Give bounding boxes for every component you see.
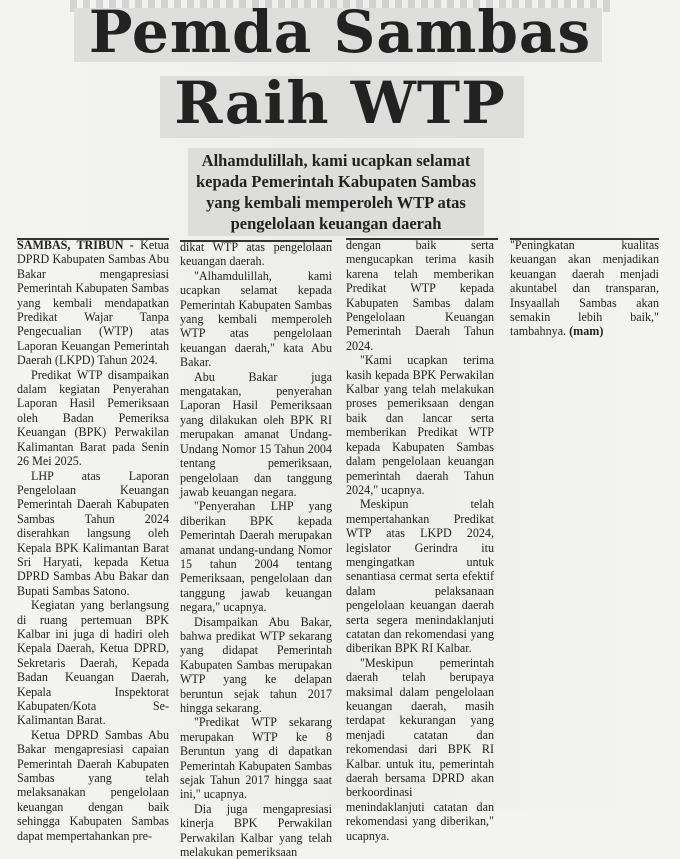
article-paragraph: Ketua DPRD Sambas Abu Bakar mengapresiasi capaian Pemerintah Daerah Kabupaten Sambas yang telah melaksanakan pengelolaan keuangan dengan baik sehingga Kabupaten Sambas dapat mempertahankan pre- — [17, 727, 169, 843]
article-paragraph: "Penyerahan LHP yang diberikan BPK kepada Pemerintah Daerah merupakan amanat undang-undang Nomor 15 tahun 2004 tentang Pemeriksaan, pengelolaan dan tanggung jawab keuangan negara," ucapnya. — [180, 499, 332, 615]
subheadline-quote: Alhamdulillah, kami ucapkan selamat kepada Pemerintah Kabupaten Sambas yang kembali memperoleh WTP atas pengelolaan keuangan daerah — [188, 148, 484, 236]
article-paragraph: Meskipun telah mempertahankan Predikat WTP atas LKPD 2024, legislator Gerindra itu mengingatkan untuk senantiasa cermat serta efektif dalam pelaksanaan pengelolaan keuangan daerah serta segera menindaklanjuti catatan dan rekomendasi yang diberikan BPK RI Kalbar. — [346, 497, 494, 656]
article-column-3 — [346, 238, 494, 843]
paragraph-text: "Peningkatan kualitas keuangan akan menjadikan keuangan daerah menjadi akuntabel dan transparan, Insyaallah Sambas akan semakin lebih baik," tambahnya. — [510, 238, 659, 339]
article-column-2 — [180, 240, 332, 859]
article-paragraph — [510, 238, 659, 339]
article-column-1 — [17, 238, 169, 843]
article-paragraph: Kegiatan yang berlangsung di ruang pertemuan BPK Kalbar ini juga di hadiri oleh Kepala Daerah, Ketua DPRD, Sekretaris Daerah, Kepada Badan Keuangan Daerah, Kepala Inspektorat Kabupaten/Kota Se-Kalimantan Barat. — [17, 598, 169, 728]
author-byline: (mam) — [569, 324, 604, 339]
article-paragraph: Abu Bakar juga mengatakan, penyerahan Laporan Hasil Pemeriksaan yang dilakukan oleh BPK RI merupakan amanat Undang-Undang Nomor 15 Tahun 2004 tentang pemeriksaan, pengelolaan dan tanggung jawab keuangan negara. — [180, 369, 332, 499]
article-paragraph: Disampaikan Abu Bakar, bahwa predikat WTP sekarang yang didapat Pemerintah Kabupaten Sambas merupakan WTP yang ke delapan beruntun sejak tahun 2017 hingga sekarang. — [180, 614, 332, 715]
headline-line-1: Pemda Sambas — [88, 0, 592, 66]
article-paragraph: Predikat WTP disampaikan dalam kegiatan Penyerahan Laporan Hasil Pemeriksaan oleh Badan Pemeriksa Keuangan (BPK) Perwakilan Kalimantan Barat pada Senin 26 Mei 2025. — [17, 367, 169, 469]
article-column-4 — [510, 238, 659, 809]
article-paragraph: Dia juga mengapresiasi kinerja BPK Perwakilan Perwakilan Kalbar yang telah melakukan pemeriksaan — [180, 801, 332, 859]
article-paragraph: LHP atas Laporan Pengelolaan Keuangan Pemerintah Daerah Kabupaten Sambas Tahun 2024 diserahkan langsung oleh Kepala BPK Kalimantan Barat Sri Haryati, kepada Ketua DPRD Sambas Abu Bakar dan Bupati Sambas Satono. — [17, 468, 169, 598]
article-paragraph: dikat WTP atas pengelolaan keuangan daerah. — [180, 240, 332, 269]
headline-line-2: Raih WTP — [174, 69, 506, 137]
article-paragraph: "Meskipun pemerintah daerah telah berupaya maksimal dalam pengelolaan keuangan daerah, masih terdapat kekurangan yang menjadi catatan dan rekomendasi dari BPK RI Kalbar. untuk itu, pemerintah daerah bersama DPRD akan berkoordinasi menindaklanjuti catatan dan rekomendasi yang diberikan," ucapnya. — [346, 655, 494, 843]
paragraph-text: Ketua DPRD Kabupaten Sambas Abu Bakar mengapresiasi Pemerintah Kabupaten Sambas yang kembali mendapatkan Predikat Wajar Tanpa Pengecualian (WTP) atas Laporan Keuangan Pemerintah Daerah (LKPD) Tahun 2024. — [17, 238, 169, 368]
article-paragraph: "Alhamdulillah, kami ucapkan selamat kepada Pemerintah Kabupaten Sambas yang kembali memperoleh WTP atas pengelolaan keuangan daerah," kata Abu Bakar. — [180, 268, 332, 370]
article-paragraph: "Predikat WTP sekarang merupakan WTP ke 8 Beruntun yang di dapatkan Pemerintah Kabupaten Sambas sejak Tahun 2017 hingga saat ini," ucapnya. — [180, 715, 332, 802]
article-paragraph — [17, 238, 169, 368]
article-paragraph: "Kami ucapkan terima kasih kepada BPK Perwakilan Kalbar yang telah melakukan proses pemeriksaan dengan baik dan lancar serta memberikan Predikat WTP kepada Kabupaten Sambas dalam pengelolaan keuangan pemerintah daerah Tahun 2024," ucapnya. — [346, 353, 494, 497]
article-paragraph: dengan baik serta mengucapkan terima kasih karena telah memberikan Predikat WTP kepada Kabupaten Sambas dalam Pengelolaan Keuangan Pemerintah Daerah Tahun 2024. — [346, 238, 494, 353]
dateline: SAMBAS, TRIBUN - — [17, 238, 134, 252]
